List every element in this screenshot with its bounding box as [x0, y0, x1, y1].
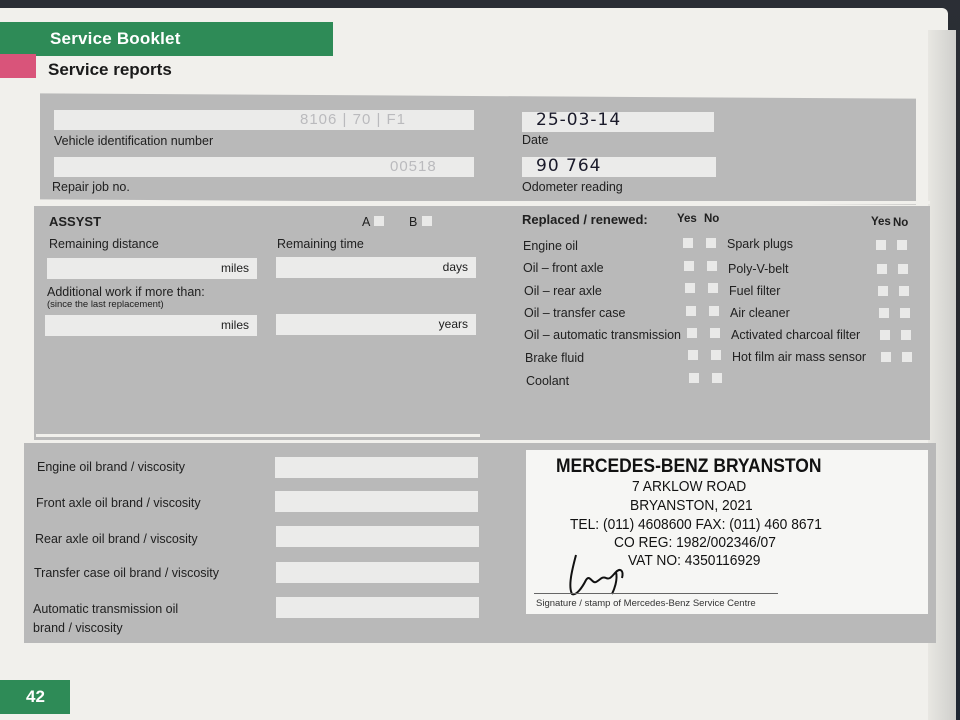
assyst-b-checkbox[interactable]	[422, 216, 432, 226]
section-marker	[0, 54, 36, 78]
yes-checkbox[interactable]	[683, 238, 693, 248]
since-last-label: (since the last replacement)	[47, 299, 164, 310]
oil-section-divider	[36, 434, 480, 437]
miles-unit-2: miles	[220, 318, 249, 332]
front-axle-oil-field[interactable]	[275, 491, 478, 512]
dealer-coreg-line: CO REG: 1982/002346/07	[614, 534, 776, 551]
replaced-item: Engine oil	[523, 239, 578, 253]
no-checkbox[interactable]	[711, 350, 721, 360]
repair-job-label: Repair job no.	[52, 180, 130, 194]
days-unit: days	[442, 260, 468, 274]
assyst-b-label: B	[409, 215, 418, 229]
replaced-item: Oil – transfer case	[524, 306, 626, 320]
no-checkbox[interactable]	[708, 283, 718, 293]
engine-oil-brand-label: Engine oil brand / viscosity	[37, 460, 185, 474]
replaced-item: Fuel filter	[729, 284, 781, 298]
section-title: Service reports	[48, 60, 172, 79]
no-checkbox[interactable]	[902, 352, 912, 362]
repair-job-faint-text: 00518	[390, 158, 437, 175]
date-value: 25-03-14	[536, 110, 622, 130]
yes-checkbox[interactable]	[879, 308, 889, 318]
yes-checkbox[interactable]	[686, 306, 696, 316]
replaced-item: Oil – rear axle	[524, 284, 602, 298]
engine-oil-brand-field[interactable]	[275, 457, 478, 478]
no-checkbox[interactable]	[901, 330, 911, 340]
no-checkbox[interactable]	[709, 306, 719, 316]
remaining-distance-label: Remaining distance	[49, 237, 159, 251]
yes-checkbox[interactable]	[880, 330, 890, 340]
remaining-time-label: Remaining time	[277, 237, 364, 251]
yes-checkbox[interactable]	[687, 328, 697, 338]
auto-trans-oil-field[interactable]	[276, 597, 479, 618]
booklet-title: Service Booklet	[50, 29, 181, 48]
no-checkbox[interactable]	[897, 240, 907, 250]
yes-checkbox[interactable]	[685, 283, 695, 293]
replaced-item: Brake fluid	[525, 351, 585, 365]
replaced-item: Activated charcoal filter	[731, 328, 861, 342]
dealer-address-line: 7 ARKLOW ROAD	[632, 478, 747, 495]
transfer-case-oil-label: Transfer case oil brand / viscosity	[34, 566, 220, 580]
odometer-label: Odometer reading	[522, 180, 623, 194]
additional-time-field[interactable]	[276, 314, 476, 335]
signature-label: Signature / stamp of Mercedes-Benz Service Centre	[536, 598, 756, 609]
miles-unit: miles	[220, 261, 249, 275]
remaining-time-field[interactable]	[276, 257, 476, 278]
no-header-right: No	[893, 217, 909, 229]
no-header-left: No	[704, 213, 720, 225]
vin-faint-text: 8106 | 70 | F1	[300, 111, 407, 128]
vin-label: Vehicle identification number	[54, 134, 214, 148]
no-checkbox[interactable]	[707, 261, 717, 271]
no-checkbox[interactable]	[898, 264, 908, 274]
years-unit: years	[438, 317, 468, 331]
rear-axle-oil-label: Rear axle oil brand / viscosity	[35, 532, 198, 546]
signature-line	[534, 593, 778, 594]
auto-trans-oil-label-line1: Automatic transmission oil	[33, 602, 179, 616]
assyst-a-label: A	[362, 215, 371, 229]
transfer-case-oil-field[interactable]	[276, 562, 479, 583]
page-number: 42	[0, 680, 70, 714]
assyst-title: ASSYST	[49, 214, 102, 229]
auto-trans-oil-label-line2: brand / viscosity	[33, 621, 123, 635]
replaced-item: Oil – automatic transmission	[524, 328, 682, 342]
additional-distance-field[interactable]	[45, 315, 257, 336]
odometer-value: 90 764	[536, 156, 602, 176]
remaining-distance-field[interactable]	[47, 258, 257, 279]
no-checkbox[interactable]	[710, 328, 720, 338]
replaced-item: Poly-V-belt	[728, 262, 789, 276]
dealer-city-line: BRYANSTON, 2021	[630, 497, 753, 514]
yes-checkbox[interactable]	[684, 261, 694, 271]
date-label: Date	[522, 133, 549, 147]
yes-checkbox[interactable]	[878, 286, 888, 296]
replaced-item: Spark plugs	[727, 237, 794, 251]
replaced-title: Replaced / renewed:	[522, 212, 648, 227]
yes-header-right: Yes	[871, 216, 891, 228]
no-checkbox[interactable]	[900, 308, 910, 318]
front-axle-oil-label: Front axle oil brand / viscosity	[36, 496, 201, 510]
dealer-vat-line: VAT NO: 4350116929	[628, 552, 761, 569]
replaced-item: Coolant	[526, 374, 570, 388]
replaced-item: Air cleaner	[730, 306, 790, 320]
yes-checkbox[interactable]	[881, 352, 891, 362]
vin-field[interactable]	[54, 110, 474, 130]
yes-checkbox[interactable]	[689, 373, 699, 383]
no-checkbox[interactable]	[706, 238, 716, 248]
yes-checkbox[interactable]	[688, 350, 698, 360]
additional-work-label: Additional work if more than:	[47, 285, 205, 299]
no-checkbox[interactable]	[712, 373, 722, 383]
replaced-item: Oil – front axle	[523, 261, 604, 275]
no-checkbox[interactable]	[899, 286, 909, 296]
dealer-name: MERCEDES-BENZ BRYANSTON	[556, 456, 822, 477]
yes-checkbox[interactable]	[876, 240, 886, 250]
dealer-phone-line: TEL: (011) 4608600 FAX: (011) 460 8671	[570, 516, 822, 533]
rear-axle-oil-field[interactable]	[276, 526, 479, 547]
panel-divider	[34, 201, 930, 204]
yes-checkbox[interactable]	[877, 264, 887, 274]
replaced-item: Hot film air mass sensor	[732, 350, 867, 364]
yes-header-left: Yes	[677, 213, 697, 225]
assyst-a-checkbox[interactable]	[374, 216, 384, 226]
